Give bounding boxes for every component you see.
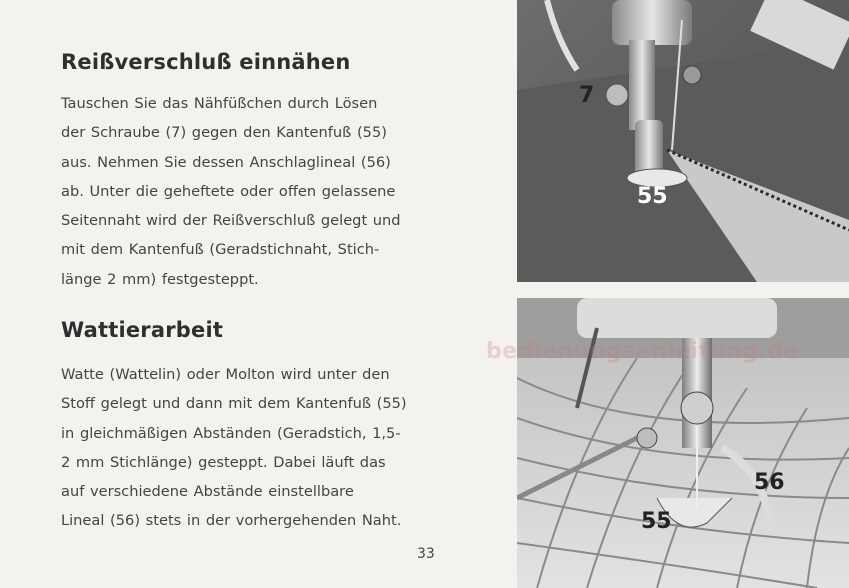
callout-7: 7	[579, 83, 595, 108]
paragraph-zipper	[61, 89, 437, 294]
text-line: aus. Nehmen Sie dessen Anschlaglineal (56)	[61, 153, 391, 171]
text-line: Tauschen Sie das Nähfüßchen durch Lösen	[61, 95, 378, 112]
text-line: Lineal (56) stets in der vorhergehenden Naht.	[61, 512, 402, 530]
text-line: in gleichmäßigen Abständen (Geradstich, 1,5-	[61, 424, 401, 442]
text-line: Seitennaht wird der Reißverschluß gelegt und	[61, 212, 401, 230]
text-line: auf verschiedene Abstände einstellbare	[61, 483, 354, 501]
text-line: ab. Unter die geheftete oder offen gelassene	[61, 182, 396, 200]
photo-zipper-foot-image	[517, 0, 849, 282]
photo-zipper-foot	[517, 0, 849, 282]
paragraph-quilting	[61, 360, 437, 536]
page-number: 33	[417, 546, 435, 562]
callout-55-bottom: 55	[641, 509, 672, 534]
callout-55-top: 55	[637, 184, 668, 209]
watermark: bedienungsanleitung.de	[486, 339, 799, 364]
heading-zipper: Reißverschluß einnähen	[61, 50, 351, 74]
callout-56: 56	[754, 470, 785, 495]
heading-quilting: Wattierarbeit	[61, 318, 224, 342]
text-line: 2 mm Stichlänge) gesteppt. Dabei läuft das	[61, 453, 386, 471]
text-line: Watte (Wattelin) oder Molton wird unter den	[61, 366, 390, 383]
text-line: der Schraube (7) gegen den Kantenfuß (55)	[61, 124, 387, 142]
text-line: mit dem Kantenfuß (Geradstichnaht, Stich-	[61, 241, 380, 259]
text-line: länge 2 mm) festgesteppt.	[61, 270, 259, 288]
text-line: Stoff gelegt und dann mit dem Kantenfuß (55)	[61, 395, 407, 413]
